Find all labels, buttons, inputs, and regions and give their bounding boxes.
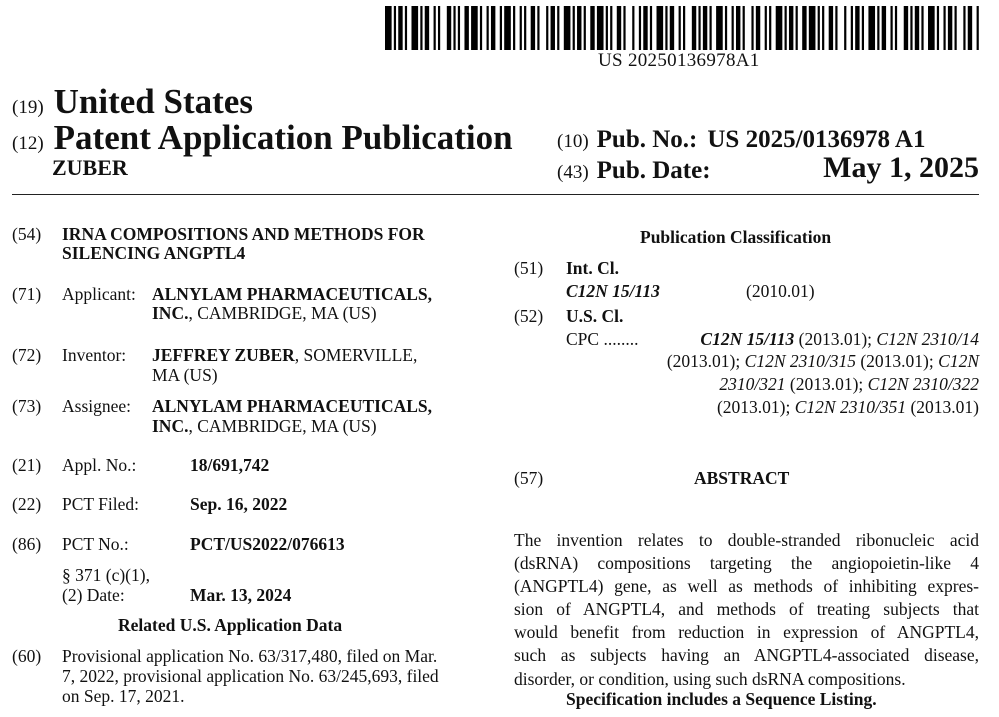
barcode-bar xyxy=(657,6,664,50)
barcode-bar xyxy=(557,6,559,50)
barcode-bar xyxy=(394,6,396,50)
barcode-bar xyxy=(776,6,783,50)
barcode-bar xyxy=(513,6,515,50)
s371-date-value: Mar. 13, 2024 xyxy=(190,585,292,605)
barcode-bar xyxy=(617,6,621,50)
code-19: (19) xyxy=(12,97,44,118)
barcode-bar xyxy=(487,6,489,50)
title-line-2: SILENCING ANGPTL4 xyxy=(62,243,246,263)
barcode-bar xyxy=(504,6,511,50)
barcode-bar xyxy=(471,6,478,50)
barcode-bar xyxy=(411,6,418,50)
int-cl-label: Int. Cl. xyxy=(566,258,619,278)
appl-no-value: 18/691,742 xyxy=(190,455,270,475)
barcode-bar xyxy=(524,6,526,50)
code-57: (57) xyxy=(514,468,544,488)
cpc-sep-2: (2013.01); xyxy=(666,351,745,371)
barcode-bar xyxy=(818,6,820,50)
title-line-1: IRNA COMPOSITIONS AND METHODS FOR xyxy=(62,224,425,244)
header-divider xyxy=(12,194,979,195)
barcode-bar xyxy=(868,6,875,50)
barcode-bar xyxy=(943,6,945,50)
abstract-line: disorder, or condition, using such dsRNA compositions. xyxy=(514,668,906,689)
barcode-bar xyxy=(751,6,753,50)
barcode-bar xyxy=(425,6,429,50)
barcode-bar xyxy=(862,6,864,50)
barcode-bar xyxy=(500,6,502,50)
pub-date-label: Pub. Date: xyxy=(596,157,711,184)
code-86: (86) xyxy=(12,534,42,554)
author-name: ZUBER xyxy=(52,155,128,180)
barcode-bar xyxy=(765,6,767,50)
barcode-bar xyxy=(683,6,685,50)
inventor-location-1: , SOMERVILLE, xyxy=(294,345,418,365)
code-54: (54) xyxy=(12,224,42,244)
barcode-bar xyxy=(480,6,482,50)
s371-line-2: (2) Date: xyxy=(62,585,125,605)
cpc-sep-6: (2013.01) xyxy=(906,397,979,417)
code-52: (52) xyxy=(514,306,544,326)
barcode-bar xyxy=(632,6,634,50)
abstract-line: (dsRNA) compositions targeting the angiopoietin-like 4 xyxy=(514,553,979,574)
applicant-name-line-2 xyxy=(152,303,377,324)
barcode-bar xyxy=(968,6,972,50)
cpc-line-3 xyxy=(719,374,979,395)
pct-filed-value: Sep. 16, 2022 xyxy=(190,494,288,514)
abstract-line: would benefit from reduction in expression of ANGPTL4, xyxy=(514,622,979,643)
barcode-bar xyxy=(447,6,451,50)
applicant-label: Applicant: xyxy=(62,284,136,304)
cpc-class-2: C12N 2310/14 xyxy=(876,329,979,349)
pub-number: US 2025/0136978 A1 xyxy=(707,126,926,153)
assignee-location: , CAMBRIDGE, MA (US) xyxy=(188,416,377,436)
barcode-bar xyxy=(890,6,892,50)
applicant-name-2: INC. xyxy=(152,303,189,323)
sequence-listing-note: Specification includes a Sequence Listing. xyxy=(566,689,877,709)
code-71: (71) xyxy=(12,284,42,304)
barcode-number: US 20250136978A1 xyxy=(598,50,760,71)
abstract-line: (ANGPTL4) gene, as well as methods of inhibiting expres- xyxy=(514,576,979,597)
barcode-bar xyxy=(453,6,455,50)
barcode-bar xyxy=(546,6,548,50)
barcode-bar xyxy=(398,6,402,50)
barcode-bar xyxy=(802,6,806,50)
barcode-bar xyxy=(822,6,824,50)
barcode-bar xyxy=(835,6,837,50)
barcode-bar xyxy=(590,6,594,50)
code-12: (12) xyxy=(12,133,44,154)
barcode-bar xyxy=(915,6,919,50)
provisional-line-1: Provisional application No. 63/317,480, filed on Mar. xyxy=(62,646,438,666)
barcode-bar xyxy=(491,6,495,50)
barcode-bar xyxy=(785,6,787,50)
barcode-bar xyxy=(882,6,886,50)
cpc-sep-4: (2013.01); xyxy=(785,374,868,394)
barcode-bar xyxy=(844,6,846,50)
barcode-bar xyxy=(904,6,908,50)
barcode-bar xyxy=(551,6,555,50)
barcode-bar xyxy=(584,6,586,50)
barcode-bar xyxy=(877,6,879,50)
cpc-class-4a: C12N xyxy=(938,351,979,371)
barcode-bar xyxy=(703,6,707,50)
cpc-label: CPC ........ xyxy=(566,329,639,349)
barcode-bar xyxy=(464,6,468,50)
barcode-bar xyxy=(948,6,952,50)
inventor-name: JEFFREY ZUBER xyxy=(152,345,295,365)
provisional-line-3: on Sep. 17, 2021. xyxy=(62,686,185,706)
barcode-bar xyxy=(670,6,674,50)
pub-number-line xyxy=(557,126,925,154)
document-type: Patent Application Publication xyxy=(53,118,513,157)
code-43: (43) xyxy=(557,162,589,183)
assignee-name-2: INC. xyxy=(152,416,189,436)
barcode-bar xyxy=(829,6,833,50)
cpc-sep-5: (2013.01); xyxy=(716,397,795,417)
abstract-heading: ABSTRACT xyxy=(694,468,790,488)
barcode-bar xyxy=(639,6,641,50)
barcode-bar xyxy=(732,6,734,50)
barcode-bar xyxy=(438,6,440,50)
barcode-bar xyxy=(564,6,571,50)
cpc-class-1: C12N 15/113 xyxy=(700,329,795,349)
pub-date: May 1, 2025 xyxy=(823,151,979,184)
cpc-sep-3: (2013.01); xyxy=(855,351,939,371)
barcode-bar xyxy=(520,6,522,50)
barcode-bar xyxy=(796,6,798,50)
s371-line-1: § 371 (c)(1), xyxy=(62,565,150,585)
cpc-class-3: C12N 2310/315 xyxy=(744,351,856,371)
barcode-bar xyxy=(420,6,422,50)
pct-no-label: PCT No.: xyxy=(62,534,129,554)
assignee-name-1: ALNYLAM PHARMACEUTICALS, xyxy=(152,396,433,416)
pct-filed-label: PCT Filed: xyxy=(62,494,139,514)
barcode-bar xyxy=(537,6,539,50)
barcode-bar xyxy=(716,6,723,50)
assignee-label: Assignee: xyxy=(62,396,132,416)
us-cl-label: U.S. Cl. xyxy=(566,306,624,326)
abstract-body xyxy=(514,529,979,691)
code-72: (72) xyxy=(12,345,42,365)
related-data-heading: Related U.S. Application Data xyxy=(118,615,343,635)
barcode-bar xyxy=(809,6,816,50)
barcode-bar xyxy=(623,6,625,50)
barcode-bar xyxy=(769,6,771,50)
barcode xyxy=(385,6,981,50)
cpc-sep-1: (2013.01); xyxy=(794,329,877,349)
barcode-bar xyxy=(937,6,939,50)
barcode-bar xyxy=(434,6,436,50)
cpc-line-4 xyxy=(717,397,979,418)
barcode-bar xyxy=(725,6,727,50)
int-cl-class: C12N 15/113 xyxy=(566,281,660,301)
barcode-bar xyxy=(458,6,460,50)
cpc-class-4b: 2310/321 xyxy=(719,374,786,394)
barcode-bar xyxy=(385,6,392,50)
abstract-line: such as subjects having an ANGPTL4-associated disease, xyxy=(514,645,979,666)
inventor-label: Inventor: xyxy=(62,345,127,365)
abstract-line: sion of ANGPTL4, and methods of treating subjects that xyxy=(514,599,979,620)
barcode-bar xyxy=(597,6,604,50)
barcode-bar xyxy=(665,6,667,50)
code-22: (22) xyxy=(12,494,42,514)
barcode-bar xyxy=(573,6,575,50)
pub-class-heading: Publication Classification xyxy=(640,227,832,247)
barcode-bar xyxy=(895,6,897,50)
barcode-bar xyxy=(928,6,935,50)
cpc-class-5: C12N 2310/322 xyxy=(867,374,979,394)
barcode-bar xyxy=(743,6,745,50)
barcode-bar xyxy=(955,6,957,50)
code-10: (10) xyxy=(557,131,589,152)
barcode-bar xyxy=(698,6,700,50)
barcode-bar xyxy=(851,6,853,50)
barcode-bar xyxy=(789,6,793,50)
barcode-bar xyxy=(606,6,608,50)
barcode-bar xyxy=(736,6,740,50)
barcode-bar xyxy=(531,6,535,50)
barcode-bar xyxy=(679,6,681,50)
cpc-class-6: C12N 2310/351 xyxy=(794,397,907,417)
country-name: United States xyxy=(53,82,253,121)
pct-no-value: PCT/US2022/076613 xyxy=(190,534,345,554)
pub-date-line xyxy=(557,157,711,185)
barcode-bar xyxy=(577,6,581,50)
barcode-bar xyxy=(756,6,760,50)
barcode-bar xyxy=(977,6,979,50)
assignee-name-line-2 xyxy=(152,416,377,437)
inventor-line-1 xyxy=(152,345,417,366)
barcode-bar xyxy=(692,6,696,50)
abstract-line: The invention relates to double-stranded ribonucleic acid xyxy=(514,530,979,550)
barcode-bar xyxy=(650,6,652,50)
appl-no-label: Appl. No.: xyxy=(62,455,137,475)
barcode-bar xyxy=(405,6,407,50)
pub-number-label: Pub. No.: xyxy=(596,126,698,153)
applicant-name-1: ALNYLAM PHARMACEUTICALS, xyxy=(152,284,433,304)
barcode-bar xyxy=(855,6,859,50)
int-cl-year: (2010.01) xyxy=(746,281,815,301)
barcode-bar xyxy=(921,6,923,50)
barcode-bar xyxy=(709,6,711,50)
inventor-location-2: MA (US) xyxy=(152,365,218,385)
header-country-line xyxy=(12,82,253,122)
code-73: (73) xyxy=(12,396,42,416)
barcode-bar xyxy=(963,6,965,50)
code-21: (21) xyxy=(12,455,42,475)
cpc-line-1 xyxy=(700,329,979,350)
barcode-bar xyxy=(643,6,647,50)
provisional-line-2: 7, 2022, provisional application No. 63/245,693, filed xyxy=(62,666,439,686)
barcode-bar xyxy=(610,6,612,50)
code-51: (51) xyxy=(514,258,544,278)
code-60: (60) xyxy=(12,646,42,666)
applicant-location: , CAMBRIDGE, MA (US) xyxy=(188,303,377,323)
cpc-line-2 xyxy=(667,351,979,372)
header-doctype-line xyxy=(12,118,513,158)
barcode-bar xyxy=(910,6,912,50)
